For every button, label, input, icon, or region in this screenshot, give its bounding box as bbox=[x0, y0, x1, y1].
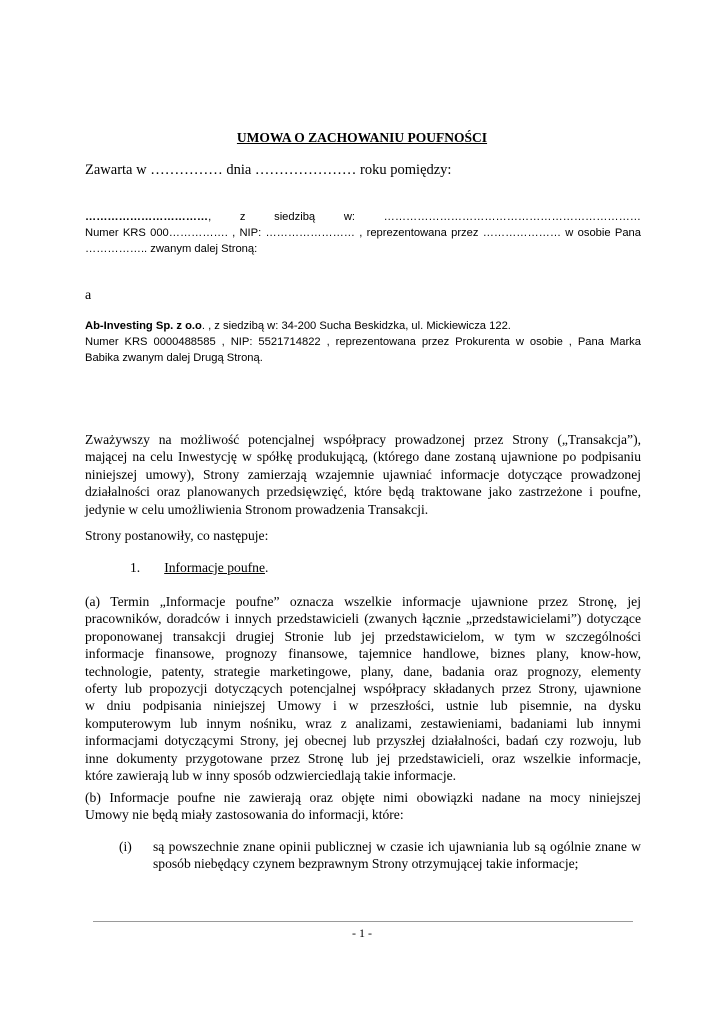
paragraph-b-line: Umowy nie będą miały zastosowania do informacji, które: bbox=[85, 807, 404, 823]
party-a-name: …………………………… bbox=[85, 211, 209, 223]
paragraph-b bbox=[85, 789, 641, 824]
footer-rule bbox=[93, 921, 633, 922]
paragraph-a-line: informacje finansowe, prognozy finansowe, tajemnice handlowe, biznes plany, know-how, bbox=[85, 646, 641, 662]
paragraph-a-line: oferty lub propozycji dotyczących potencjalnej współpracy składanych przez Strony, ujawnione bbox=[85, 681, 641, 697]
party-a-line-2: Numer KRS 000……………. , NIP: …………………… , reprezentowana przez ………………… w osobie Pana bbox=[85, 227, 641, 239]
resolved-line: Strony postanowiły, co następuje: bbox=[85, 528, 269, 543]
party-b-line-1 bbox=[85, 318, 641, 334]
party-b-seat: . , z siedzibą w: 34-200 Sucha Beskidzka, ul. Mickiewicza 122. bbox=[201, 320, 511, 332]
item-i-line: są powszechnie znane opinii publicznej w czasie ich ujawniania lub są ogólnie znane w bbox=[153, 839, 641, 854]
party-b-line-2: Numer KRS 0000488585 , NIP: 5521714822 , reprezentowana przez Prokurenta w osobie , Pana Marka bbox=[85, 336, 641, 348]
paragraph-a-line: inne dokumenty przygotowane przez Stronę lub jej przedstawicieli, oraz wszelkie informacje, bbox=[85, 750, 641, 766]
document-title: UMOWA O ZACHOWANIU POUFNOŚCI bbox=[236, 130, 488, 145]
party-a-line-1 bbox=[85, 209, 641, 225]
party-a-line-3: …………….. zwanym dalej Stroną: bbox=[85, 243, 258, 255]
item-i-text bbox=[153, 838, 641, 873]
section-1-suffix: . bbox=[264, 560, 269, 575]
party-a-seat: , z siedzibą w: …………………………………………………………… bbox=[208, 211, 641, 223]
paragraph-a-line: technologie, patenty, strategie marketingowe, plany, dane, badania oraz prognozy, elementy bbox=[85, 663, 641, 679]
paragraph-a-line: proponowanej transakcji drugiej Stronie lub jej przedstawicielom, w tym w szczególności bbox=[85, 628, 641, 644]
section-1-number: 1. bbox=[130, 560, 141, 575]
preamble-line: działalności oraz planowanych przedsięwzięć, które będą traktowane jako zastrzeżone i poufne, bbox=[85, 484, 641, 500]
paragraph-a-line: komputerowym lub innym nośniku, wraz z analizami, zestawieniami, badaniami lub innymi bbox=[85, 715, 641, 731]
item-i-line: sposób niebędący czynem bezprawnym Strony otrzymującej takie informacje; bbox=[153, 856, 579, 872]
paragraph-a-line: (a) Termin „Informacje poufne” oznacza wszelkie informacje ujawnione przez Stronę, jej bbox=[85, 594, 641, 609]
party-b-name: Ab-Investing Sp. z o.o bbox=[85, 320, 202, 332]
conjunction: a bbox=[85, 288, 92, 303]
party-b-block bbox=[85, 318, 641, 366]
party-a-block bbox=[85, 209, 641, 257]
preamble-line: Zważywszy na możliwość potencjalnej współpracy prowadzonej przez Strony („Transakcja”), bbox=[85, 432, 641, 447]
paragraph-a-line: w dniu podpisania niniejszej Umowy i w przeszłości, ustnie lub pisemnie, na dysku bbox=[85, 698, 641, 714]
section-1-label: Informacje poufne bbox=[164, 560, 265, 575]
paragraph-a-line: pracowników, doradców i innych przedstawicieli (zwanych łącznie „przedstawicielami”) dotyczące bbox=[85, 611, 641, 627]
preamble-paragraph bbox=[85, 431, 641, 518]
paragraph-a-line: które zawierają lub w inny sposób odzwierciedlają takie informacje. bbox=[85, 768, 457, 784]
paragraph-a bbox=[85, 593, 641, 784]
preamble-line: jedynie w celu umożliwienia Stronom prowadzenia Transakcji. bbox=[85, 501, 429, 517]
paragraph-b-line: (b) Informacje poufne nie zawierają oraz objęte nimi obowiązki nadane na mocy niniejszej bbox=[85, 790, 641, 805]
item-i-number: (i) bbox=[119, 839, 132, 854]
paragraph-a-line: informacjami dotyczącymi Strony, jej obecnej lub przyszłej działalności, badań czy rozwoju, lub bbox=[85, 733, 641, 749]
page-number: - 1 - bbox=[352, 926, 372, 940]
preamble-line: niniejszej umowy), Strony zamierzają wzajemnie ujawniać informacje dotyczące prowadzonej bbox=[85, 466, 641, 482]
intro-line: Zawarta w …………… dnia ………………… roku pomiędzy: bbox=[85, 162, 452, 178]
preamble-line: mającej na celu Inwestycję w spółkę produkującą, (którego dane zostaną ujawnione po podpisaniu bbox=[85, 449, 641, 465]
party-b-line-3: Babika zwanym dalej Drugą Stroną. bbox=[85, 352, 263, 364]
section-1-heading bbox=[130, 560, 268, 576]
